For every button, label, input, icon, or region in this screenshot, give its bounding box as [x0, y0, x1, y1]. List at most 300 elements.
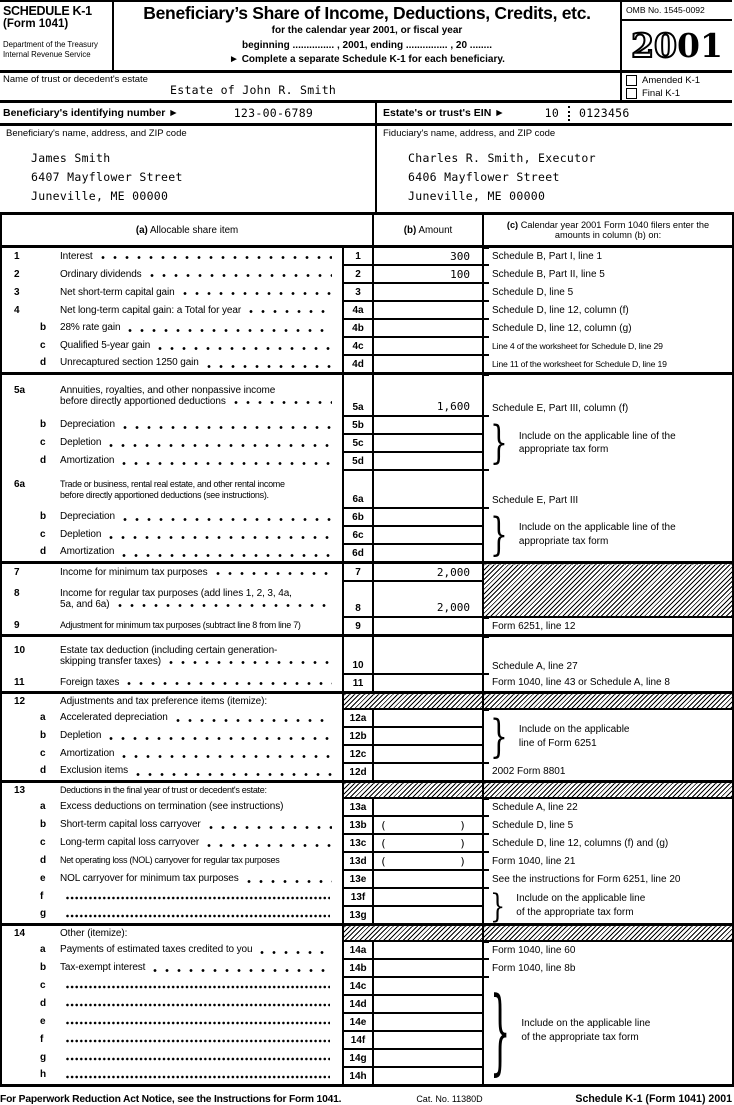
item-text-6c: Depletion — [60, 528, 102, 540]
amount-field-10[interactable] — [373, 636, 483, 675]
table-row-14b — [1, 959, 733, 977]
instruction-4a: Schedule D, line 12, column (f) — [483, 301, 733, 319]
line-box-13d: 13d — [343, 852, 373, 870]
item-label-11 — [1, 674, 343, 693]
write-in-line-14e[interactable] — [66, 1021, 330, 1025]
line-number-6d: d — [40, 546, 47, 558]
amount-field-14b[interactable] — [373, 959, 483, 977]
item-text-line-12: Adjustments and tax preference items (itemize): — [60, 696, 268, 707]
write-in-line-14c[interactable] — [66, 985, 330, 989]
item-text-12d: Exclusion items — [60, 765, 128, 777]
item-label-6a — [1, 470, 343, 508]
line-box-14e: 14e — [343, 1013, 373, 1031]
form-footer — [0, 1093, 732, 1105]
item-text-line-13: Deductions in the final year of trust or decedent's estate: — [60, 785, 267, 795]
line-number-line-13: 13 — [14, 785, 26, 796]
form-header — [0, 0, 732, 73]
item-label-1 — [1, 247, 343, 266]
line-box-10: 10 — [343, 636, 373, 675]
line-number-8: 8 — [14, 588, 20, 599]
loss-parens-13b: ( ) — [380, 819, 467, 832]
dot-leader — [122, 553, 332, 558]
line-number-1: 1 — [14, 251, 20, 262]
line-box-12b: 12b — [343, 727, 373, 745]
item-label-13c — [1, 834, 343, 852]
item-label-5a — [1, 374, 343, 417]
amount-field-1[interactable]: 300 — [373, 247, 483, 266]
amount-field-4a[interactable] — [373, 301, 483, 319]
ein-suffix-field[interactable]: 0123456 — [579, 106, 630, 120]
instruction-13c: Schedule D, line 12, columns (f) and (g) — [483, 834, 733, 852]
fiduciary-address-label: Fiduciary's name, address, and ZIP code — [383, 128, 556, 139]
item-label-4b — [1, 319, 343, 337]
item-text-13d: Net operating loss (NOL) carryover for regular tax purposes — [60, 854, 280, 865]
amount-field-13c[interactable] — [373, 834, 483, 852]
line-box-14h: 14h — [343, 1067, 373, 1086]
line-box-6b: 6b — [343, 508, 373, 526]
year-bold-digits: 01 — [677, 26, 723, 65]
irs-label: Internal Revenue Service — [3, 49, 91, 59]
instruction-group-13f — [483, 888, 733, 925]
item-label-14e — [1, 1013, 343, 1031]
beneficiary-id-field[interactable]: 123-00-6789 — [233, 106, 314, 120]
table-row-13f — [1, 888, 733, 906]
instruction-13a: Schedule A, line 22 — [483, 798, 733, 816]
form-number-label: (Form 1041) — [3, 18, 69, 30]
instruction-10: Schedule A, line 27 — [483, 636, 733, 675]
beneficiary-street-line: 6407 Mayflower Street — [31, 170, 183, 184]
amount-field-12c[interactable] — [373, 745, 483, 763]
omb-number: OMB No. 1545-0092 — [622, 2, 732, 21]
line-box-12c: 12c — [343, 745, 373, 763]
amount-field-13f[interactable] — [373, 888, 483, 906]
item-text-9: Adjustment for minimum tax purposes (subtract line 8 from line 7) — [60, 620, 301, 630]
item-text-5a: before directly apportioned deductions — [60, 395, 226, 407]
dot-leader — [216, 571, 332, 576]
catalog-number: Cat. No. 11380D — [416, 1094, 483, 1104]
dot-leader — [109, 736, 332, 741]
addresses-row — [0, 126, 732, 212]
amended-k1-checkbox[interactable] — [626, 75, 637, 86]
item-text-6a: before directly apportioned deductions (see instructions). — [60, 489, 269, 500]
line-number-14d: d — [40, 997, 47, 1009]
write-in-line-14d[interactable] — [66, 1003, 330, 1007]
table-row-5a — [1, 374, 733, 417]
hatched-area-c-line-14 — [483, 925, 733, 942]
item-text-10: skipping transfer taxes) — [60, 655, 161, 667]
amount-field-14e[interactable] — [373, 1013, 483, 1031]
instruction-4d: Line 11 of the worksheet for Schedule D, line 19 — [483, 355, 733, 374]
table-row-11 — [1, 674, 733, 693]
item-text-4a: Net long-term capital gain: a Total for year — [60, 304, 242, 316]
line-number-14f: f — [40, 1033, 44, 1045]
instruction-6a: Schedule E, Part III — [483, 470, 733, 508]
table-row-6b — [1, 508, 733, 526]
amount-field-4b[interactable] — [373, 319, 483, 337]
omb-year-block — [620, 2, 732, 70]
item-label-12a — [1, 709, 343, 727]
line-box-5b: 5b — [343, 416, 373, 434]
column-c-header: (c) Calendar year 2001 Form 1040 filers enter the amounts in column (b) on: — [483, 214, 733, 247]
dot-leader — [176, 718, 332, 723]
dot-leader — [260, 950, 332, 955]
line-number-12b: b — [40, 729, 47, 741]
item-label-2 — [1, 265, 343, 283]
dot-leader — [109, 443, 332, 448]
title-block — [114, 2, 620, 70]
amount-field-11[interactable] — [373, 674, 483, 693]
item-label-5c — [1, 434, 343, 452]
write-in-line-13g[interactable] — [66, 914, 330, 918]
amount-field-4d[interactable] — [373, 355, 483, 374]
item-label-14g — [1, 1049, 343, 1067]
item-text-4b: 28% rate gain — [60, 321, 121, 333]
ein-separator — [568, 106, 570, 121]
item-text-5a: Annuities, royalties, and other nonpassive income — [60, 384, 276, 396]
item-label-9 — [1, 617, 343, 636]
amount-field-6d[interactable] — [373, 544, 483, 563]
line-number-line-14: 14 — [14, 928, 26, 939]
table-row-line-12 — [1, 693, 733, 710]
instruction-11: Form 1040, line 43 or Schedule A, line 8 — [483, 674, 733, 693]
year-outline-digits: 20 — [631, 26, 677, 65]
amount-field-13a[interactable] — [373, 798, 483, 816]
item-label-5b — [1, 416, 343, 434]
item-text-1: Interest — [60, 251, 93, 262]
paperwork-notice: For Paperwork Reduction Act Notice, see the Instructions for Form 1041. — [0, 1094, 342, 1105]
amount-field-14d[interactable] — [373, 995, 483, 1013]
line-number-12d: d — [40, 765, 47, 777]
line-box-13f: 13f — [343, 888, 373, 906]
brace-icon: } — [490, 709, 508, 763]
table-header-row — [1, 214, 733, 247]
form-subtitle: for the calendar year 2001, or fiscal year — [271, 25, 463, 36]
table-row-7 — [1, 563, 733, 582]
line-number-13e: e — [40, 872, 46, 884]
amount-field-6a[interactable] — [373, 470, 483, 508]
dot-leader — [123, 517, 332, 522]
amount-field-12d[interactable] — [373, 763, 483, 782]
item-text-4d: Unrecaptured section 1250 gain — [60, 357, 199, 369]
table-row-13b — [1, 816, 733, 834]
brace-icon: } — [490, 975, 511, 1086]
line-number-13f: f — [40, 890, 44, 902]
item-text-5b: Depreciation — [60, 418, 115, 430]
item-label-line-14 — [1, 925, 343, 942]
schedule-label: SCHEDULE K-1 — [3, 4, 92, 18]
amount-field-14h[interactable] — [373, 1067, 483, 1086]
amount-field-4c[interactable] — [373, 337, 483, 355]
table-row-14a — [1, 941, 733, 959]
amount-field-14c[interactable] — [373, 977, 483, 995]
item-text-14a: Payments of estimated taxes credited to you — [60, 943, 253, 955]
line-box-14b: 14b — [343, 959, 373, 977]
item-label-13d — [1, 852, 343, 870]
instruction-4c: Line 4 of the worksheet for Schedule D, line 29 — [483, 337, 733, 355]
item-label-14h — [1, 1067, 343, 1086]
item-label-4d — [1, 355, 343, 374]
dot-leader — [118, 603, 333, 608]
estate-name-row — [0, 73, 732, 103]
beneficiary-address-block — [0, 126, 377, 212]
table-row-4a — [1, 301, 733, 319]
item-label-13f — [1, 888, 343, 906]
instruction-1: Schedule B, Part I, line 1 — [483, 247, 733, 266]
fiduciary-name-line: Charles R. Smith, Executor — [408, 151, 596, 165]
line-number-13d: d — [40, 854, 47, 866]
line-box-1: 1 — [343, 247, 373, 266]
table-row-4d — [1, 355, 733, 374]
amount-field-3[interactable] — [373, 283, 483, 301]
line-number-12a: a — [40, 711, 46, 723]
beneficiary-city-line: Juneville, ME 00000 — [31, 189, 169, 203]
item-label-12d — [1, 763, 343, 782]
line-box-13b: 13b — [343, 816, 373, 834]
line-box-12a: 12a — [343, 709, 373, 727]
instruction-4b: Schedule D, line 12, column (g) — [483, 319, 733, 337]
item-label-5d — [1, 452, 343, 470]
brace-icon: } — [490, 507, 508, 561]
item-text-12a: Accelerated depreciation — [60, 711, 168, 723]
line-number-6b: b — [40, 510, 47, 522]
amended-k1-label: Amended K-1 — [642, 75, 701, 86]
final-k1-checkbox[interactable] — [626, 88, 637, 99]
brace-icon: } — [490, 886, 506, 925]
line-number-14b: b — [40, 961, 47, 973]
table-row-9 — [1, 617, 733, 636]
line-box-14d: 14d — [343, 995, 373, 1013]
line-number-10: 10 — [14, 644, 26, 656]
amount-field-5d[interactable] — [373, 452, 483, 470]
k1-status-checkboxes — [620, 73, 732, 100]
instruction-9: Form 6251, line 12 — [483, 617, 733, 636]
item-text-10: Estate tax deduction (including certain generation- — [60, 644, 278, 656]
line-number-14a: a — [40, 943, 46, 955]
instruction-group-14c — [483, 977, 733, 1086]
beneficiary-address-field[interactable] — [31, 149, 375, 206]
loss-parens-13c: ( ) — [380, 837, 467, 850]
dot-leader — [158, 346, 332, 351]
line-number-5b: b — [40, 418, 47, 430]
line-number-5a: 5a — [14, 384, 26, 396]
amount-field-12a[interactable] — [373, 709, 483, 727]
line-number-4b: b — [40, 321, 47, 333]
instruction-group-12a — [483, 709, 733, 763]
instruction-14a: Form 1040, line 60 — [483, 941, 733, 959]
amount-field-14a[interactable] — [373, 941, 483, 959]
amount-field-5c[interactable] — [373, 434, 483, 452]
table-row-4c — [1, 337, 733, 355]
form-id-block — [0, 2, 114, 70]
instruction-3: Schedule D, line 5 — [483, 283, 733, 301]
dot-leader — [123, 425, 332, 430]
line-number-14g: g — [40, 1051, 47, 1063]
item-text-13e: NOL carryover for minimum tax purposes — [60, 872, 239, 884]
item-label-14c — [1, 977, 343, 995]
amount-field-13e[interactable] — [373, 870, 483, 888]
table-row-13c — [1, 834, 733, 852]
amount-field-5b[interactable] — [373, 416, 483, 434]
hatched-area-c-7 — [483, 563, 733, 618]
dot-leader — [183, 291, 332, 296]
item-text-13c: Long-term capital loss carryover — [60, 836, 200, 848]
item-text-13b: Short-term capital loss carryover — [60, 818, 201, 830]
line-box-6a: 6a — [343, 470, 373, 508]
instruction-text-14c: Include on the applicable line of the appropriate tax form — [521, 1018, 651, 1043]
write-in-line-14h[interactable] — [66, 1075, 330, 1079]
line-number-line-12: 12 — [14, 696, 26, 707]
dot-leader — [209, 825, 332, 830]
line-box-14f: 14f — [343, 1031, 373, 1049]
item-label-13a — [1, 798, 343, 816]
write-in-line-13f[interactable] — [66, 896, 330, 900]
dot-leader — [150, 273, 332, 278]
line-box-14g: 14g — [343, 1049, 373, 1067]
instruction-group-6b — [483, 508, 733, 563]
form-title: Beneficiary’s Share of Income, Deductions, Credits, etc. — [143, 3, 591, 23]
line-box-13a: 13a — [343, 798, 373, 816]
hatched-area-line-14 — [343, 925, 483, 942]
table-row-1 — [1, 247, 733, 266]
amount-field-13g[interactable] — [373, 906, 483, 925]
item-text-13a: Excess deductions on termination (see instructions) — [60, 800, 284, 812]
beneficiary-name-line: James Smith — [31, 151, 111, 165]
table-row-12a — [1, 709, 733, 727]
hatched-area-line-13 — [343, 782, 483, 799]
tax-year-badge — [622, 21, 732, 70]
beneficiary-address-label: Beneficiary's name, address, and ZIP code — [6, 128, 187, 139]
item-label-10 — [1, 636, 343, 675]
table-row-line-13 — [1, 782, 733, 799]
item-text-8: Income for regular tax purposes (add lines 1, 2, 3, 4a, — [60, 588, 292, 599]
item-label-6b — [1, 508, 343, 526]
item-label-13b — [1, 816, 343, 834]
estate-name-field[interactable]: Estate of John R. Smith — [170, 83, 337, 97]
amount-field-9[interactable] — [373, 617, 483, 636]
line-box-5c: 5c — [343, 434, 373, 452]
instruction-text-12a: Include on the applicable line of Form 6251 — [518, 724, 630, 749]
table-row-4b — [1, 319, 733, 337]
line-number-5d: d — [40, 454, 47, 466]
line-box-13g: 13g — [343, 906, 373, 925]
item-label-4a — [1, 301, 343, 319]
line-box-14c: 14c — [343, 977, 373, 995]
write-in-line-14f[interactable] — [66, 1039, 330, 1043]
fiduciary-city-line: Juneville, ME 00000 — [408, 189, 546, 203]
amount-field-6b[interactable] — [373, 508, 483, 526]
item-text-6b: Depreciation — [60, 510, 115, 522]
line-box-4a: 4a — [343, 301, 373, 319]
line-number-3: 3 — [14, 286, 20, 298]
line-number-13g: g — [40, 908, 47, 920]
line-number-5c: c — [40, 436, 46, 448]
table-row-5b — [1, 416, 733, 434]
item-text-6d: Amortization — [60, 546, 115, 558]
dot-leader — [153, 968, 332, 973]
ein-prefix-field[interactable]: 10 — [544, 106, 560, 120]
item-label-6d — [1, 544, 343, 563]
line-number-9: 9 — [14, 620, 20, 631]
dot-leader — [136, 772, 332, 777]
line-box-14a: 14a — [343, 941, 373, 959]
item-label-14b — [1, 959, 343, 977]
line-number-11: 11 — [14, 677, 25, 688]
instruction-2: Schedule B, Part II, line 5 — [483, 265, 733, 283]
line-number-4a: 4 — [14, 304, 20, 316]
line-number-14h: h — [40, 1069, 47, 1081]
instruction-13b: Schedule D, line 5 — [483, 816, 733, 834]
line-number-6a: 6a — [14, 478, 26, 490]
line-box-9: 9 — [343, 617, 373, 636]
item-text-5c: Depletion — [60, 436, 102, 448]
item-text-7: Income for minimum tax purposes — [60, 567, 208, 578]
line-number-14c: c — [40, 979, 46, 991]
amount-field-8[interactable]: 2,000 — [373, 581, 483, 617]
final-k1-label: Final K-1 — [642, 88, 681, 99]
dot-leader — [122, 461, 332, 466]
allocable-share-table — [0, 212, 734, 1087]
line-number-13a: a — [40, 800, 46, 812]
beneficiary-id-label: Beneficiary's identifying number ► — [3, 107, 179, 119]
line-box-2: 2 — [343, 265, 373, 283]
line-box-4d: 4d — [343, 355, 373, 374]
item-text-12c: Amortization — [60, 747, 115, 759]
line-box-13e: 13e — [343, 870, 373, 888]
amount-field-14g[interactable] — [373, 1049, 483, 1067]
line-box-6c: 6c — [343, 526, 373, 544]
line-number-7: 7 — [14, 567, 20, 578]
item-text-2: Ordinary dividends — [60, 268, 142, 280]
table-row-2 — [1, 265, 733, 283]
instruction-14b: Form 1040, line 8b — [483, 959, 733, 977]
instruction-12d: 2002 Form 8801 — [483, 763, 733, 782]
table-row-14c — [1, 977, 733, 995]
item-text-14b: Tax-exempt interest — [60, 961, 146, 973]
item-text-4c: Qualified 5-year gain — [60, 339, 151, 351]
dot-leader — [207, 364, 332, 369]
dot-leader — [207, 843, 332, 848]
line-box-12d: 12d — [343, 763, 373, 782]
column-b-header: (b) Amount — [373, 214, 483, 247]
line-box-6d: 6d — [343, 544, 373, 563]
line-box-11: 11 — [343, 674, 373, 693]
item-label-3 — [1, 283, 343, 301]
fiduciary-address-field[interactable] — [408, 149, 732, 206]
line-number-4c: c — [40, 339, 46, 351]
line-number-14e: e — [40, 1015, 46, 1027]
identifying-numbers-row — [0, 103, 732, 126]
amount-field-6c[interactable] — [373, 526, 483, 544]
amount-field-5a[interactable]: 1,600 — [373, 374, 483, 417]
column-a-header: (a) Allocable share item — [1, 214, 373, 247]
table-row-6a — [1, 470, 733, 508]
instruction-13d: Form 1040, line 21 — [483, 852, 733, 870]
write-in-line-14g[interactable] — [66, 1057, 330, 1061]
fiscal-year-line[interactable]: beginning ............... , 2001, ending ............... , 20 ........ — [241, 39, 493, 51]
amount-field-13d[interactable] — [373, 852, 483, 870]
separate-schedule-instruction: ► Complete a separate Schedule K-1 for each beneficiary. — [229, 54, 505, 65]
amount-field-2[interactable]: 100 — [373, 265, 483, 283]
item-text-6a: Trade or business, rental real estate, and other rental income — [60, 478, 285, 489]
amount-field-7[interactable]: 2,000 — [373, 563, 483, 582]
line-box-4b: 4b — [343, 319, 373, 337]
amount-field-12b[interactable] — [373, 727, 483, 745]
amount-field-14f[interactable] — [373, 1031, 483, 1049]
hatched-area-c-line-12 — [483, 693, 733, 710]
dot-leader — [122, 754, 332, 759]
amount-field-13b[interactable] — [373, 816, 483, 834]
item-label-12b — [1, 727, 343, 745]
